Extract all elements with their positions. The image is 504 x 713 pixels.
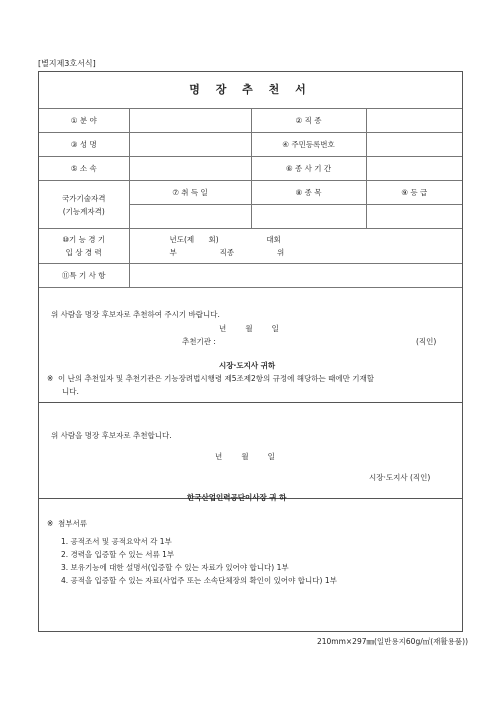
section1-note-line1: ※ 이 난의 추천일자 및 추천기관은 기능장려법시행령 제5조제2항의 규정에 해당하는 때에만 기재할 xyxy=(47,374,374,383)
section2-date: 년 월 일 xyxy=(215,452,275,461)
table-row xyxy=(39,229,462,264)
attachments-heading: ※ 첨부서류 xyxy=(47,519,88,528)
rrn-value-cell[interactable] xyxy=(366,133,462,157)
name-label: ③ 성 명 xyxy=(39,133,129,157)
acquisition-date-label: ⑦ 취 득 일 xyxy=(129,181,251,205)
recommender-section xyxy=(39,289,462,403)
section2-signer: 시장·도지사 (직인) xyxy=(369,473,431,482)
period-label: ⑥ 종 사 기 간 xyxy=(251,157,366,181)
certificate-label-line1: 국가기술자격 xyxy=(62,193,106,203)
form-title: 명 장 추 천 서 xyxy=(39,72,462,109)
job-value-cell[interactable] xyxy=(366,109,462,133)
contest-line1: 년도(제 회) 대회 xyxy=(169,235,281,244)
section1-recipient: 시장·도지사 귀하 xyxy=(219,361,276,370)
notes-label: ⑪특 기 사 항 xyxy=(39,264,129,288)
attachment-item: 2. 경력을 입증할 수 있는 서류 1부 xyxy=(61,550,175,559)
contest-value-cell[interactable] xyxy=(129,229,462,264)
recommender-org-label: 추천기관 : xyxy=(182,337,216,346)
rrn-label: ④ 주민등록번호 xyxy=(251,133,366,157)
table-row xyxy=(39,157,462,181)
kind-label: ⑧ 종 목 xyxy=(251,181,366,205)
grade-cell[interactable] xyxy=(366,205,462,229)
kind-cell[interactable] xyxy=(251,205,366,229)
period-value-cell[interactable] xyxy=(366,157,462,181)
attachments-section xyxy=(39,498,462,631)
grade-label: ⑨ 등 급 xyxy=(366,181,462,205)
job-label: ② 직 종 xyxy=(251,109,366,133)
section1-note-line2: 니다. xyxy=(62,387,79,396)
section1-date: 년 월 일 xyxy=(219,324,279,333)
certificate-label-line2: (기능계자격) xyxy=(62,206,105,216)
table-row xyxy=(39,264,462,288)
notes-value-cell[interactable] xyxy=(129,264,462,288)
attachment-item: 3. 보유기능에 대한 설명서(입증할 수 있는 자료가 있어야 합니다) 1부 xyxy=(61,563,289,572)
section1-text: 위 사람을 명장 후보자로 추천하여 주시기 바랍니다. xyxy=(51,310,220,319)
attachment-item: 4. 공적을 입증할 수 있는 자료(사업주 또는 소속단체장의 확인이 있어야 합니다) 1부 xyxy=(61,576,337,585)
section1-seal: (직인) xyxy=(416,337,437,346)
certificate-label xyxy=(39,181,129,229)
contest-line2: 부 직종 위 xyxy=(169,248,285,257)
name-value-cell[interactable] xyxy=(129,133,251,157)
field-value-cell[interactable] xyxy=(129,109,251,133)
table-row xyxy=(39,133,462,157)
table-row xyxy=(39,181,462,205)
contest-label-line2: 입 상 경 력 xyxy=(65,248,102,257)
affiliation-value-cell[interactable] xyxy=(129,157,251,181)
section2-text: 위 사람을 명장 후보자로 추천합니다. xyxy=(51,431,172,440)
section2-recipient: 한국산업인력공단이사장 귀 하 xyxy=(187,493,287,502)
contest-label-line1: ⑩기 능 경 기 xyxy=(62,235,106,244)
recommendation-form xyxy=(38,71,463,632)
form-number-label: [별지제3호서식] xyxy=(38,59,96,68)
attachment-item: 1. 공적조서 및 공적요약서 각 1부 xyxy=(61,537,172,546)
applicant-info-table xyxy=(39,108,462,288)
city-governor-section xyxy=(39,402,462,502)
affiliation-label: ⑤ 소 속 xyxy=(39,157,129,181)
paper-spec-footer: 210mm×297㎜(일반용지60g/㎡(재활용품)) xyxy=(316,637,468,646)
acquisition-date-cell[interactable] xyxy=(129,205,251,229)
contest-label xyxy=(39,229,129,264)
table-row xyxy=(39,109,462,133)
field-label: ① 분 야 xyxy=(39,109,129,133)
